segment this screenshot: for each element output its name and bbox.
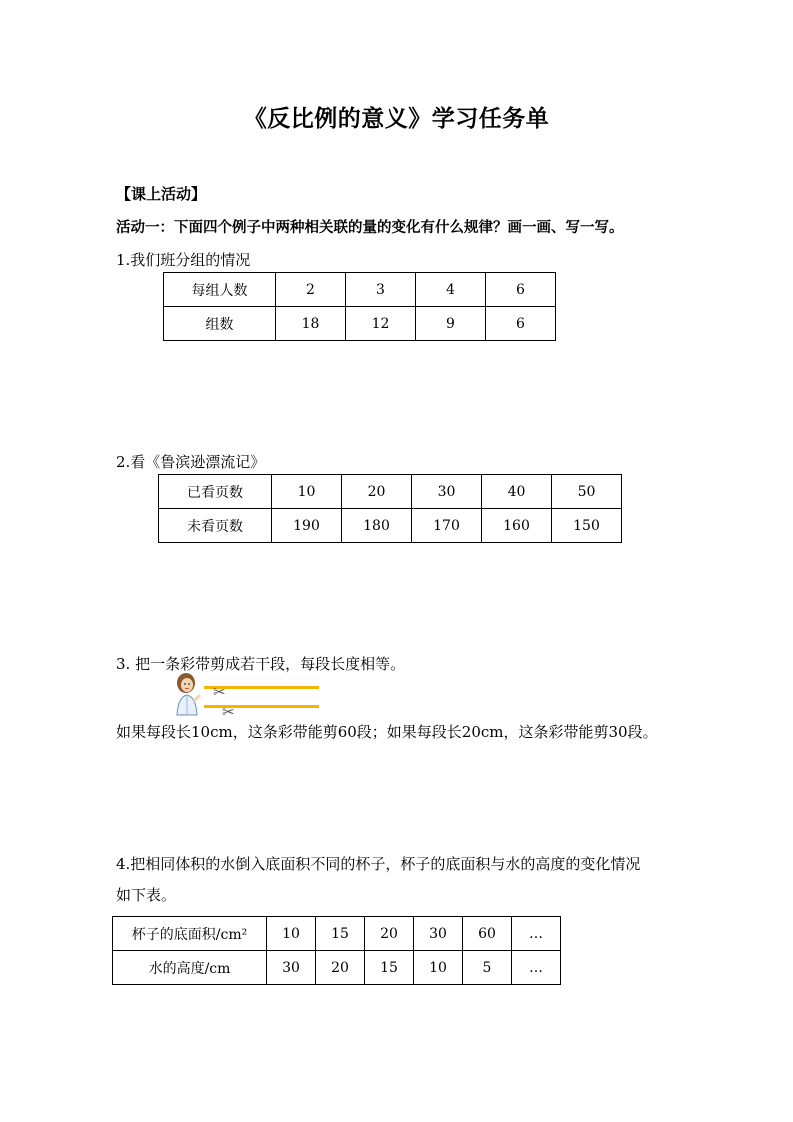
example4-caption-line2: 如下表。 — [116, 886, 177, 904]
table-cell: 10 — [414, 951, 463, 985]
table-cell: 15 — [365, 951, 414, 985]
example4-table — [112, 916, 561, 985]
scissors-icon: ✂ — [213, 683, 226, 701]
table-cell: 6 — [486, 307, 556, 341]
example4-caption-line1: 4.把相同体积的水倒入底面积不同的杯子，杯子的底面积与水的高度的变化情况 — [116, 855, 641, 873]
table-cell: 12 — [346, 307, 416, 341]
row-label: 水的高度/cm — [113, 951, 267, 985]
table-cell: 10 — [272, 475, 342, 509]
row-label: 未看页数 — [159, 509, 272, 543]
example1-table — [163, 272, 556, 341]
table-cell: 4 — [416, 273, 486, 307]
table-cell: 5 — [463, 951, 512, 985]
table-row — [113, 917, 561, 951]
table-cell: … — [512, 917, 561, 951]
example3-caption: 3. 把一条彩带剪成若干段，每段长度相等。 — [116, 655, 406, 673]
table-cell: 40 — [482, 475, 552, 509]
table-cell: 15 — [316, 917, 365, 951]
table-cell: 30 — [267, 951, 316, 985]
table-cell: 190 — [272, 509, 342, 543]
table-cell: 3 — [346, 273, 416, 307]
table-row — [113, 951, 561, 985]
page-title: 《反比例的意义》学习任务单 — [243, 106, 550, 132]
table-cell: 50 — [552, 475, 622, 509]
table-cell: 150 — [552, 509, 622, 543]
row-label: 已看页数 — [159, 475, 272, 509]
example3-text: 如果每段长10cm，这条彩带能剪60段；如果每段长20cm，这条彩带能剪30段。 — [116, 723, 658, 741]
table-cell: 18 — [276, 307, 346, 341]
row-label: 杯子的底面积/cm² — [113, 917, 267, 951]
teacher-illustration — [172, 671, 204, 719]
row-label: 组数 — [164, 307, 276, 341]
table-row — [159, 475, 622, 509]
table-cell: … — [512, 951, 561, 985]
table-cell: 60 — [463, 917, 512, 951]
table-cell: 6 — [486, 273, 556, 307]
scissors-icon: ✂ — [222, 703, 235, 721]
row-label: 每组人数 — [164, 273, 276, 307]
section-heading: 【课上活动】 — [116, 185, 207, 203]
table-cell: 170 — [412, 509, 482, 543]
table-cell: 180 — [342, 509, 412, 543]
table-cell: 20 — [316, 951, 365, 985]
table-cell: 20 — [365, 917, 414, 951]
example1-caption: 1.我们班分组的情况 — [116, 251, 251, 269]
activity-instruction: 活动一：下面四个例子中两种相关联的量的变化有什么规律？画一画、写一写。 — [116, 220, 624, 236]
table-cell: 30 — [414, 917, 463, 951]
example2-table — [158, 474, 622, 543]
table-cell: 9 — [416, 307, 486, 341]
table-row — [164, 307, 556, 341]
example2-caption: 2.看《鲁滨逊漂流记》 — [116, 453, 266, 471]
table-cell: 2 — [276, 273, 346, 307]
table-row — [164, 273, 556, 307]
table-cell: 30 — [412, 475, 482, 509]
table-cell: 10 — [267, 917, 316, 951]
table-cell: 20 — [342, 475, 412, 509]
table-cell: 160 — [482, 509, 552, 543]
table-row — [159, 509, 622, 543]
